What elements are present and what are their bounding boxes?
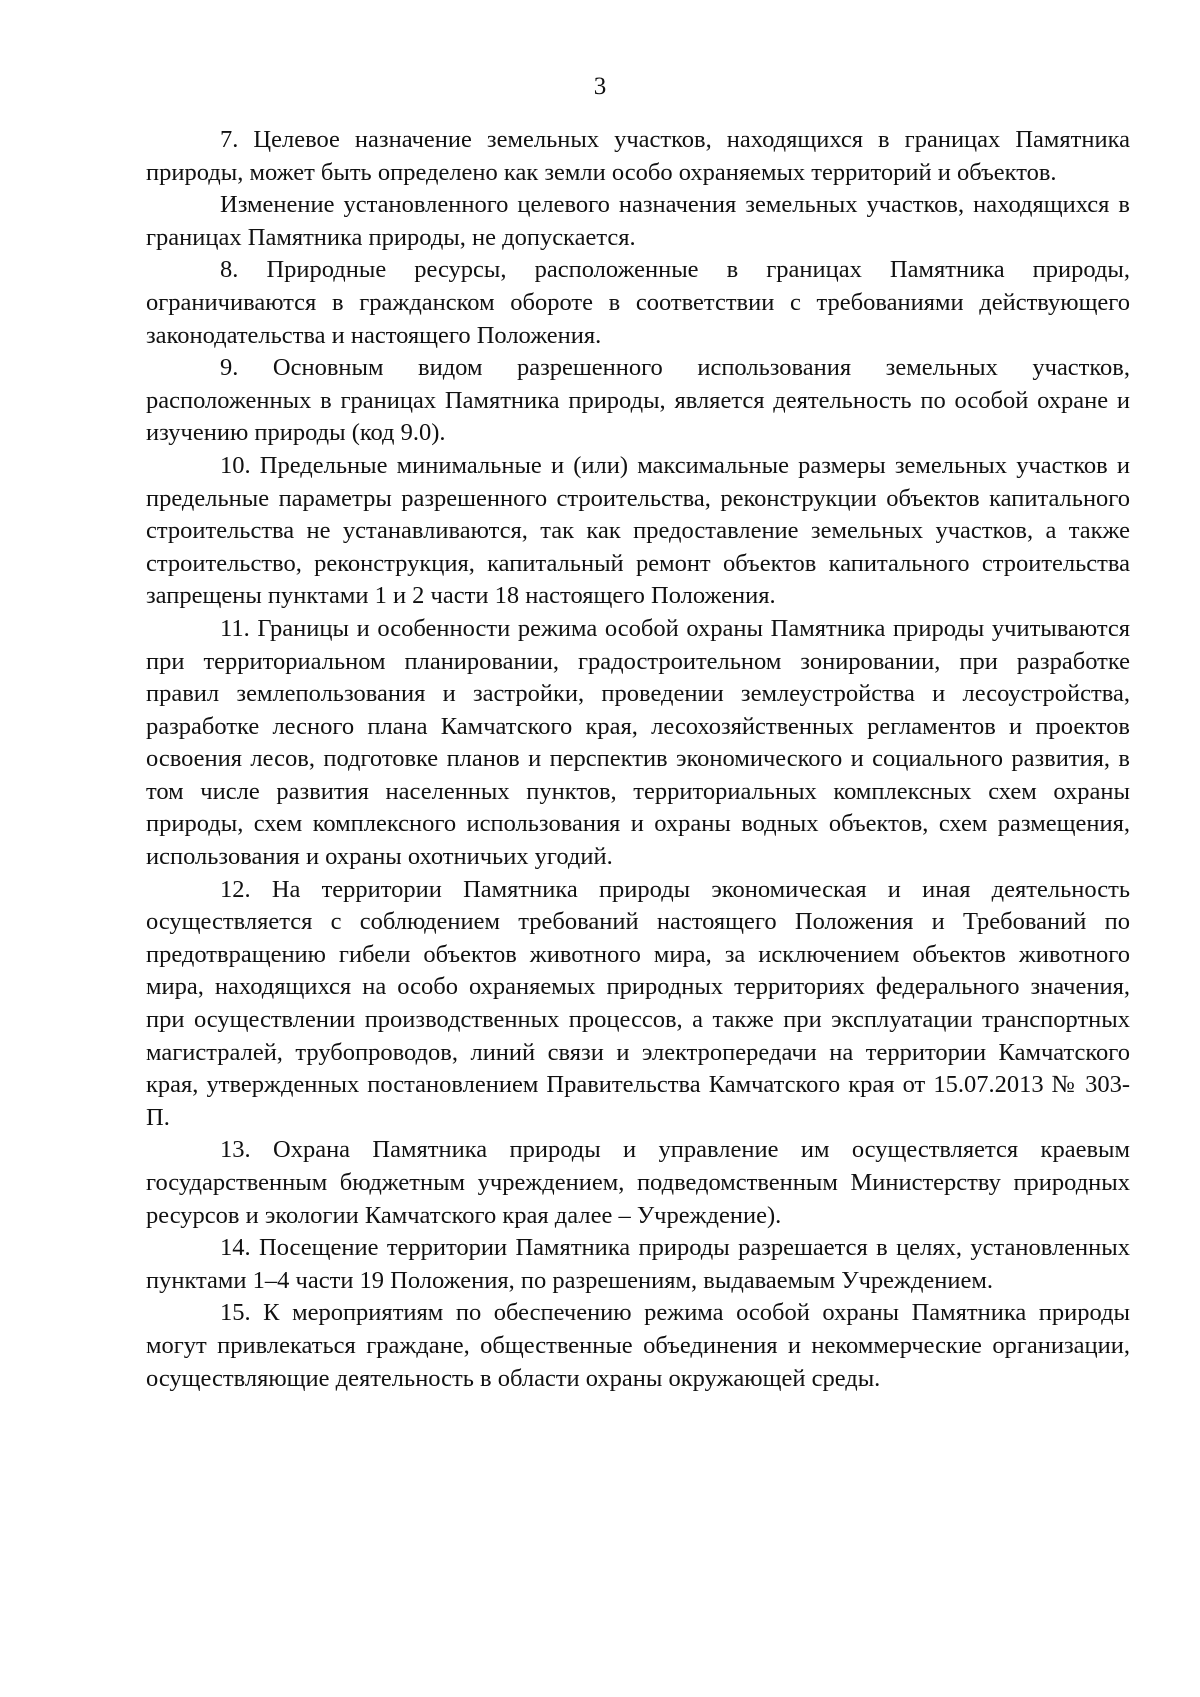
paragraph-8: 8. Природные ресурсы, расположенные в границах Памятника природы, ограничиваются в гражданском обороте в соответствии с требованиями действующего законодательства и настоящего Положения. xyxy=(146,256,1130,349)
document-body xyxy=(146,124,1130,1395)
page-number: 3 xyxy=(593,73,607,100)
paragraph-7: 7. Целевое назначение земельных участков, находящихся в границах Памятника природы, может быть определено как земли особо охраняемых территорий и объектов. xyxy=(146,126,1130,186)
paragraph-15: 15. К мероприятиям по обеспечению режима особой охраны Памятника природы могут привлекаться граждане, общественные объединения и некоммерческие организации, осуществляющие деятельность в области охраны окружающей среды. xyxy=(146,1299,1130,1392)
paragraph-13: 13. Охрана Памятника природы и управление им осуществляется краевым государственным бюджетным учреждением, подведомственным Министерству природных ресурсов и экологии Камчатского края далее – Учреждение). xyxy=(146,1136,1130,1229)
paragraph-12: 12. На территории Памятника природы экономическая и иная деятельность осуществляется с соблюдением требований настоящего Положения и Требований по предотвращению гибели объектов животного мира, за исключением объектов животного мира, находящихся на особо охраняемых природных территориях федерального значения, при осуществлении производственных процессов, а также при эксплуатации транспортных магистралей, трубопроводов, линий связи и электропередачи на территории Камчатского края, утвержденных постановлением Правительства Камчатского края от 15.07.2013 № 303-П. xyxy=(146,875,1130,1131)
paragraph-10: 10. Предельные минимальные и (или) максимальные размеры земельных участков и предельные параметры разрешенного строительства, реконструкции объектов капитального строительства не устанавливаются, так как предоставление земельных участков, а также строительство, реконструкция, капитальный ремонт объектов капитального строительства запрещены пунктами 1 и 2 части 18 настоящего Положения. xyxy=(146,451,1130,610)
paragraph-9: 9. Основным видом разрешенного использования земельных участков, расположенных в границах Памятника природы, является деятельность по особой охране и изучению природы (код 9.0). xyxy=(146,354,1130,447)
paragraph-11: 11. Границы и особенности режима особой охраны Памятника природы учитываются при территориальном планировании, градостроительном зонировании, при разработке правил землепользования и застройки, проведении землеустройства и лесоустройства, разработке лесного плана Камчатского края, лесохозяйственных регламентов и проектов освоения лесов, подготовке планов и перспектив экономического и социального развития, в том числе развития населенных пунктов, территориальных комплексных схем охраны природы, схем комплексного использования и охраны водных объектов, схем размещения, использования и охраны охотничьих угодий. xyxy=(146,614,1130,871)
paragraph-14: 14. Посещение территории Памятника природы разрешается в целях, установленных пунктами 1–4 части 19 Положения, по разрешениям, выдаваемым Учреждением. xyxy=(146,1234,1130,1294)
paragraph-7-continuation: Изменение установленного целевого назначения земельных участков, находящихся в границах Памятника природы, не допускается. xyxy=(146,191,1130,251)
